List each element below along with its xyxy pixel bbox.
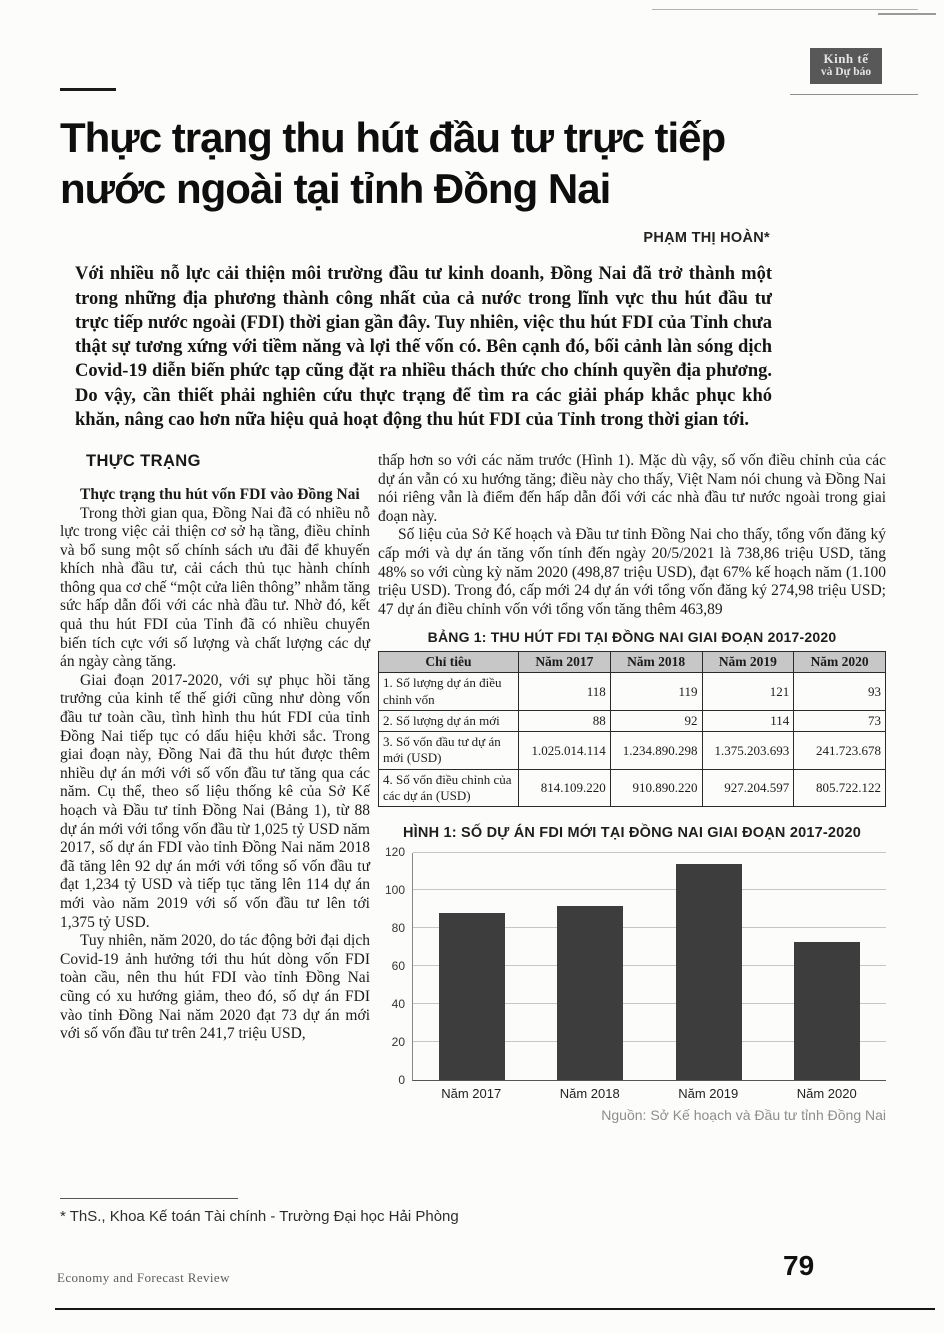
table-header-cell: Chỉ tiêu bbox=[379, 652, 519, 673]
x-axis-label: Năm 2020 bbox=[796, 1085, 857, 1101]
top-rule-accent bbox=[878, 13, 936, 15]
bar-Năm 2017 bbox=[439, 913, 505, 1079]
bar-chart bbox=[378, 845, 886, 1088]
table-title: BẢNG 1: THU HÚT FDI TẠI ĐỒNG NAI GIAI ĐOẠN 2017-2020 bbox=[427, 629, 837, 646]
section-heading: THỰC TRẠNG bbox=[86, 452, 201, 471]
table-value-cell: 910.890.220 bbox=[610, 769, 702, 807]
bar-slot bbox=[531, 853, 649, 1080]
y-axis-tick-label: 80 bbox=[391, 921, 405, 936]
body-paragraph: thấp hơn so với các năm trước (Hình 1). Mặc dù vậy, số vốn điều chỉnh của các dự án vẫn có xu hướng tăng; điều này cho thấy, Việt Nam nói chung và Đồng Nai nói riêng vẫn là điểm đến hấp dẫn đối với các nhà đầu tư nước ngoài trong giai đoạn này. bbox=[378, 452, 886, 525]
bar-Năm 2019 bbox=[676, 864, 742, 1080]
table-value-cell: 88 bbox=[519, 710, 611, 731]
table-block bbox=[378, 629, 886, 807]
y-axis-tick-label: 100 bbox=[384, 883, 405, 898]
article-title-line1: Thực trạng thu hút đầu tư trực tiếp bbox=[60, 114, 726, 161]
y-axis-tick-label: 0 bbox=[398, 1073, 405, 1088]
bar-slot bbox=[413, 853, 531, 1080]
badge-underline-rule bbox=[790, 94, 918, 95]
chart-title: HÌNH 1: SỐ DỰ ÁN FDI MỚI TẠI ĐỒNG NAI GIAI ĐOẠN 2017-2020 bbox=[403, 825, 861, 842]
left-column bbox=[60, 452, 370, 1124]
chart-bars bbox=[413, 853, 886, 1080]
top-rule bbox=[652, 9, 918, 10]
table-value-cell: 121 bbox=[702, 673, 794, 711]
chart-y-axis bbox=[378, 845, 412, 1088]
table-row-label: 3. Số vốn đầu tư dự án mới (USD) bbox=[379, 732, 519, 770]
bottom-rule bbox=[55, 1308, 935, 1310]
table-value-cell: 814.109.220 bbox=[519, 769, 611, 807]
article-content bbox=[60, 112, 886, 1124]
subsection-heading: Thực trạng thu hút vốn FDI vào Đồng Nai bbox=[80, 485, 360, 503]
page-number: 79 bbox=[783, 1250, 815, 1281]
table-value-cell: 73 bbox=[794, 710, 886, 731]
bar-slot bbox=[768, 853, 886, 1080]
body-paragraph: Số liệu của Sở Kế hoạch và Đầu tư tỉnh Đồng Nai cho thấy, tổng vốn đăng ký cấp mới và dự án tăng vốn tính đến ngày 20/5/2021 là 738,86 triệu USD, tăng 48% so với cùng kỳ năm 2020 (498,87 triệu USD), đạt 67% kế hoạch năm (1.100 triệu USD). Trong đó, cấp mới 24 dự án với tổng vốn đăng ký 274,98 triệu USD; 47 dự án điều chỉnh vốn với tổng vốn tăng thêm 463,89 bbox=[378, 526, 886, 618]
table-row-label: 4. Số vốn điều chỉnh của các dự án (USD) bbox=[379, 769, 519, 807]
table-value-cell: 93 bbox=[794, 673, 886, 711]
abstract-paragraph: Với nhiều nỗ lực cải thiện môi trường đầu tư kinh doanh, Đồng Nai đã trở thành một trong những địa phương thành công nhất của cả nước trong lĩnh vực thu hút đầu tư trực tiếp nước ngoài (FDI) thời gian gần đây. Tuy nhiên, việc thu hút FDI của Tỉnh chưa thật sự tương xứng với tiềm năng và lợi thế vốn có. Bên cạnh đó, bối cảnh làn sóng dịch Covid-19 diễn biến phức tạp cũng đặt ra nhiều thách thức cho chính quyền địa phương. Do vậy, cần thiết phải nghiên cứu thực trạng để tìm ra các giải pháp khắc phục khó khăn, nâng cao hơn nữa hiệu quả hoạt động thu hút FDI của Tỉnh trong thời gian tới. bbox=[75, 264, 772, 430]
table-row-label: 2. Số lượng dự án mới bbox=[379, 710, 519, 731]
table-header-cell: Năm 2020 bbox=[794, 652, 886, 673]
table-value-cell: 1.234.890.298 bbox=[610, 732, 702, 770]
x-axis-label: Năm 2019 bbox=[678, 1085, 739, 1101]
bar-Năm 2020 bbox=[794, 942, 860, 1080]
y-axis-tick-label: 20 bbox=[391, 1035, 405, 1050]
body-paragraph: Giai đoạn 2017-2020, với sự phục hồi tăng trưởng của kinh tế thế giới cũng như dòng vốn đầu tư toàn cầu, tình hình thu hút FDI của tỉnh Đồng Nai tiếp tục có dấu hiệu khởi sắc. Trong giai đoạn này, Đồng Nai đã thu hút được thêm nhiều dự án mới với số vốn đầu tư tăng qua các năm. Cụ thể, theo số liệu thống kê của Sở Kế hoạch và Đầu tư tỉnh Đồng Nai (Bảng 1), từ 88 dự án mới với tổng vốn đầu từ 1,025 tỷ USD năm 2017, số dự án FDI vào tỉnh Đồng Nai năm 2018 đã tăng lên 92 dự án mới với tổng số vốn đầu tư đạt 1,234 tỷ USD và tiếp tục tăng lên 114 dự án mới vào năm 2019 với số vốn đầu tư lên tới 1,375 tỷ USD. bbox=[60, 671, 370, 931]
x-axis-label: Năm 2017 bbox=[441, 1085, 502, 1101]
article-title-line2: nước ngoài tại tỉnh Đồng Nai bbox=[60, 165, 611, 213]
table-header-cell: Năm 2018 bbox=[610, 652, 702, 673]
body-paragraph: Trong thời gian qua, Đồng Nai đã có nhiều nỗ lực trong việc cải thiện cơ sở hạ tầng, điều chỉnh và bổ sung một số chính sách ưu đãi để khuyến khích nhà đầu tư, cải cách thủ tục hành chính thông qua cơ chế “một cửa liên thông” nhằm tăng sức hấp dẫn đối với các nhà đầu tư. Nhờ đó, kết quả thu hút FDI của Tỉnh đã có nhiều chuyển biến tích cực với số lượng và chất lượng các dự án ngày càng tăng. bbox=[60, 504, 370, 671]
chart-source-note: Nguồn: Sở Kế hoạch và Đầu tư tỉnh Đồng Nai bbox=[601, 1107, 886, 1124]
table-row bbox=[379, 673, 886, 711]
x-axis-label: Năm 2018 bbox=[559, 1085, 620, 1101]
right-column bbox=[378, 452, 886, 1124]
table-value-cell: 1.375.203.693 bbox=[702, 732, 794, 770]
bar-Năm 2018 bbox=[557, 906, 623, 1080]
footnote-block bbox=[60, 1198, 620, 1225]
table-value-cell: 92 bbox=[610, 710, 702, 731]
y-axis-tick-label: 60 bbox=[391, 959, 405, 974]
table-row bbox=[379, 769, 886, 807]
two-column-body bbox=[60, 452, 886, 1124]
chart-plot-area bbox=[412, 853, 886, 1081]
table-header-cell: Năm 2017 bbox=[519, 652, 611, 673]
journal-logo-line2: và Dự báo bbox=[820, 66, 872, 79]
author-footnote: * ThS., Khoa Kế toán Tài chính - Trường Đại học Hải Phòng bbox=[60, 1208, 459, 1225]
table-row bbox=[379, 710, 886, 731]
table-value-cell: 1.025.014.114 bbox=[519, 732, 611, 770]
table-value-cell: 119 bbox=[610, 673, 702, 711]
journal-logo-badge bbox=[810, 48, 882, 84]
table-value-cell: 805.722.122 bbox=[794, 769, 886, 807]
footnote-divider-rule bbox=[60, 1198, 238, 1199]
fdi-statistics-table bbox=[378, 651, 886, 807]
chart-block bbox=[378, 825, 886, 1124]
table-value-cell: 241.723.678 bbox=[794, 732, 886, 770]
journal-logo-line1: Kinh tế bbox=[823, 51, 869, 66]
journal-name-footer: Economy and Forecast Review bbox=[57, 1270, 230, 1285]
table-value-cell: 927.204.597 bbox=[702, 769, 794, 807]
table-row bbox=[379, 732, 886, 770]
table-value-cell: 118 bbox=[519, 673, 611, 711]
bar-slot bbox=[650, 853, 768, 1080]
y-axis-tick-label: 40 bbox=[391, 997, 405, 1012]
table-value-cell: 114 bbox=[702, 710, 794, 731]
chart-x-axis-labels bbox=[412, 1081, 886, 1102]
table-row-label: 1. Số lượng dự án điều chỉnh vốn bbox=[379, 673, 519, 711]
table-header-cell: Năm 2019 bbox=[702, 652, 794, 673]
title-accent-rule bbox=[60, 88, 116, 91]
body-paragraph: Tuy nhiên, năm 2020, do tác động bởi đại dịch Covid-19 ảnh hưởng tới thu hút dòng vốn FDI toàn cầu, nên thu hút FDI vào tỉnh Đồng Nai cũng có xu hướng giảm, theo đó, số dự án FDI vào tỉnh Đồng Nai năm 2020 đạt 73 dự án mới với số vốn đầu tư trên 241,7 triệu USD, bbox=[60, 932, 370, 1043]
article-title bbox=[60, 112, 886, 214]
author-name: PHẠM THỊ HOÀN* bbox=[643, 230, 770, 247]
y-axis-tick-label: 120 bbox=[384, 845, 405, 860]
